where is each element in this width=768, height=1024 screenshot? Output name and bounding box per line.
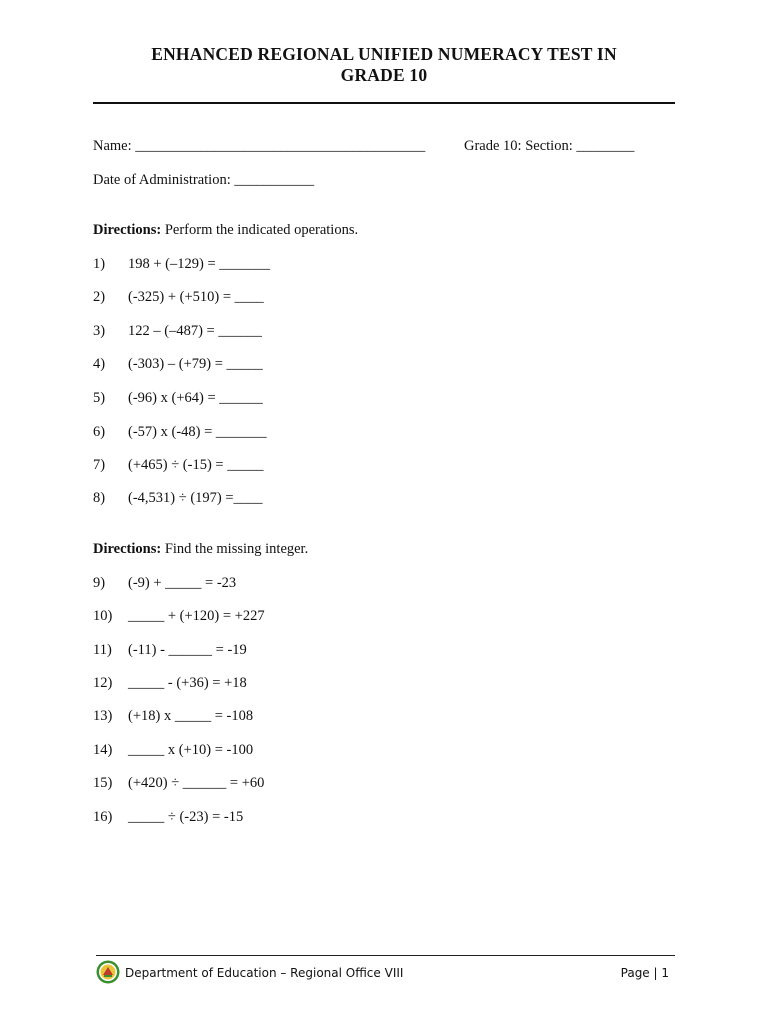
deped-seal-icon <box>96 960 120 984</box>
question-expression: 198 + (–129) = _______ <box>128 256 271 272</box>
question-expression: _____ + (+120) = +227 <box>128 608 265 624</box>
question-expression: _____ - (+36) = +18 <box>128 675 247 691</box>
directions-label: Directions: <box>93 541 162 557</box>
question-number: 9) <box>93 575 106 591</box>
question-expression: (-4,531) ÷ (197) =____ <box>128 490 263 506</box>
question-number: 15) <box>93 775 113 791</box>
directions-part-1 <box>93 222 358 239</box>
directions-text: Perform the indicated operations. <box>161 222 359 238</box>
title-line-2: GRADE 10 <box>340 65 428 85</box>
question-number: 11) <box>93 642 112 658</box>
footer-organization: Department of Education – Regional Office VIII <box>125 966 404 980</box>
name-field[interactable]: Name: ________________________________________ <box>93 138 426 154</box>
page-footer <box>96 960 675 986</box>
question-item <box>93 356 263 373</box>
test-title <box>0 44 768 86</box>
question-number: 5) <box>93 390 106 406</box>
question-item <box>93 256 270 273</box>
question-number: 3) <box>93 323 106 339</box>
question-number: 12) <box>93 675 113 691</box>
question-number: 16) <box>93 809 113 825</box>
question-expression: (+18) x _____ = -108 <box>128 708 254 724</box>
question-item <box>93 323 262 340</box>
question-expression: (-303) – (+79) = _____ <box>128 356 263 372</box>
title-line-1: ENHANCED REGIONAL UNIFIED NUMERACY TEST IN <box>151 44 617 64</box>
question-number: 1) <box>93 256 106 272</box>
question-expression: (-9) + _____ = -23 <box>128 575 237 591</box>
title-divider <box>93 102 675 104</box>
directions-label: Directions: <box>93 222 162 238</box>
question-expression: (-11) - ______ = -19 <box>128 642 247 658</box>
question-number: 13) <box>93 708 113 724</box>
question-expression: _____ x (+10) = -100 <box>128 742 254 758</box>
question-number: 6) <box>93 424 106 440</box>
question-item <box>93 390 263 407</box>
question-number: 10) <box>93 608 113 624</box>
question-item <box>93 809 243 826</box>
question-item <box>93 775 264 792</box>
question-expression: 122 – (–487) = ______ <box>128 323 262 339</box>
question-item <box>93 289 264 306</box>
question-number: 7) <box>93 457 106 473</box>
question-expression: (+465) ÷ (-15) = _____ <box>128 457 264 473</box>
question-item <box>93 575 236 592</box>
question-number: 4) <box>93 356 106 372</box>
question-item <box>93 642 247 659</box>
question-expression: (+420) ÷ ______ = +60 <box>128 775 265 791</box>
question-number: 2) <box>93 289 106 305</box>
directions-part-2 <box>93 541 308 558</box>
question-item <box>93 708 253 725</box>
page-number: Page | 1 <box>620 966 669 980</box>
directions-text: Find the missing integer. <box>161 541 309 557</box>
date-field[interactable]: Date of Administration: ___________ <box>93 172 315 188</box>
question-expression: _____ ÷ (-23) = -15 <box>128 809 244 825</box>
question-expression: (-325) + (+510) = ____ <box>128 289 264 305</box>
question-number: 14) <box>93 742 113 758</box>
question-item <box>93 742 253 759</box>
question-item <box>93 608 265 625</box>
question-item <box>93 490 263 507</box>
section-field[interactable]: Grade 10: Section: ________ <box>464 138 635 154</box>
footer-divider <box>96 955 675 956</box>
question-item <box>93 675 247 692</box>
question-item <box>93 457 263 474</box>
question-number: 8) <box>93 490 106 506</box>
question-item <box>93 424 267 441</box>
question-expression: (-57) x (-48) = _______ <box>128 424 267 440</box>
question-expression: (-96) x (+64) = ______ <box>128 390 263 406</box>
